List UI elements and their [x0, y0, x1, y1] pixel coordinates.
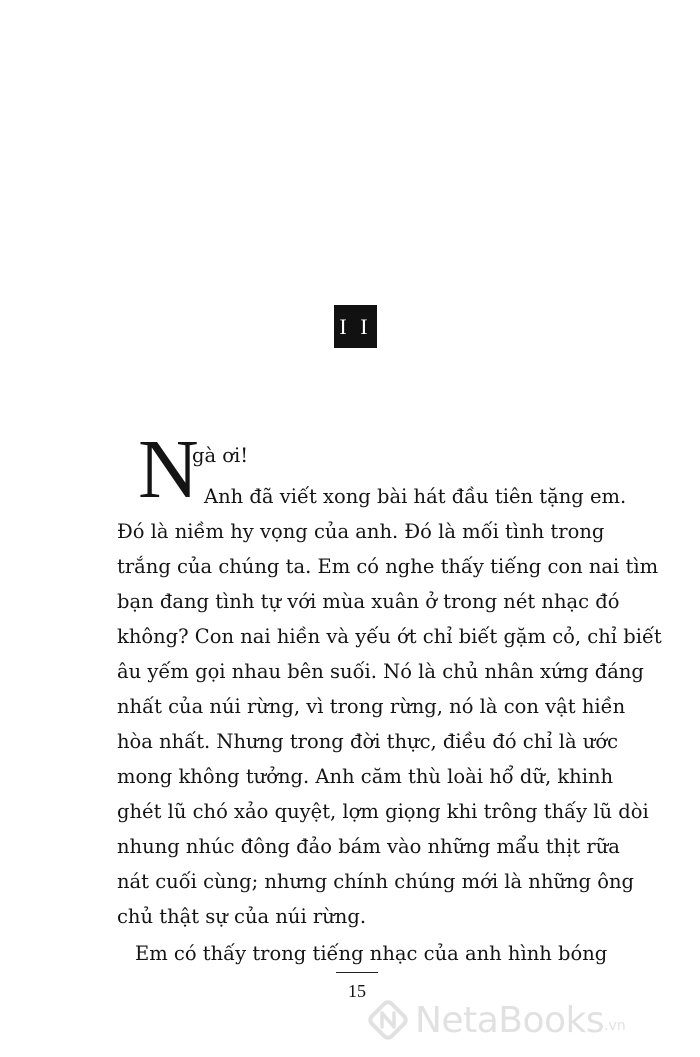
text-line: nhung nhúc đông đảo bám vào những mẩu thịt rữa: [117, 835, 620, 858]
text-line: nhất của núi rừng, vì trong rừng, nó là con vật hiền: [117, 695, 626, 718]
text-line: ghét lũ chó xảo quyệt, lợm giọng khi trông thấy lũ dòi: [117, 800, 649, 823]
text-line: nát cuối cùng; nhưng chính chúng mới là những ông: [117, 870, 635, 893]
chapter-number-badge: I I: [334, 305, 377, 348]
netabooks-logo-icon: [365, 997, 411, 1043]
page-number: 15: [348, 981, 366, 1001]
text-line: hòa nhất. Nhưng trong đời thực, điều đó chỉ là ước: [117, 730, 619, 753]
text-line: Em có thấy trong tiếng nhạc của anh hình bóng: [135, 942, 608, 965]
text-line: gà ơi!: [192, 444, 249, 467]
text-line: chủ thật sự của núi rừng.: [117, 905, 367, 928]
watermark: [365, 992, 685, 1048]
watermark-suffix: .vn: [604, 1018, 626, 1034]
text-line: trắng của chúng ta. Em có nghe thấy tiếng con nai tìm: [117, 555, 659, 578]
text-line: Anh đã viết xong bài hát đầu tiên tặng em.: [204, 485, 627, 508]
text-line: bạn đang tình tự với mùa xuân ở trong nét nhạc đó: [117, 590, 620, 613]
page-number-rule: [336, 972, 378, 973]
text-line: mong không tưởng. Anh căm thù loài hổ dữ, khinh: [117, 765, 614, 788]
text-line: không? Con nai hiền và yếu ớt chỉ biết gặm cỏ, chỉ biết: [117, 625, 662, 648]
text-line: Đó là niềm hy vọng của anh. Đó là mối tình trong: [117, 520, 605, 543]
drop-cap: N: [138, 423, 199, 516]
text-line: âu yếm gọi nhau bên suối. Nó là chủ nhân xứng đáng: [117, 660, 644, 683]
watermark-brand: NetaBooks: [415, 999, 605, 1041]
